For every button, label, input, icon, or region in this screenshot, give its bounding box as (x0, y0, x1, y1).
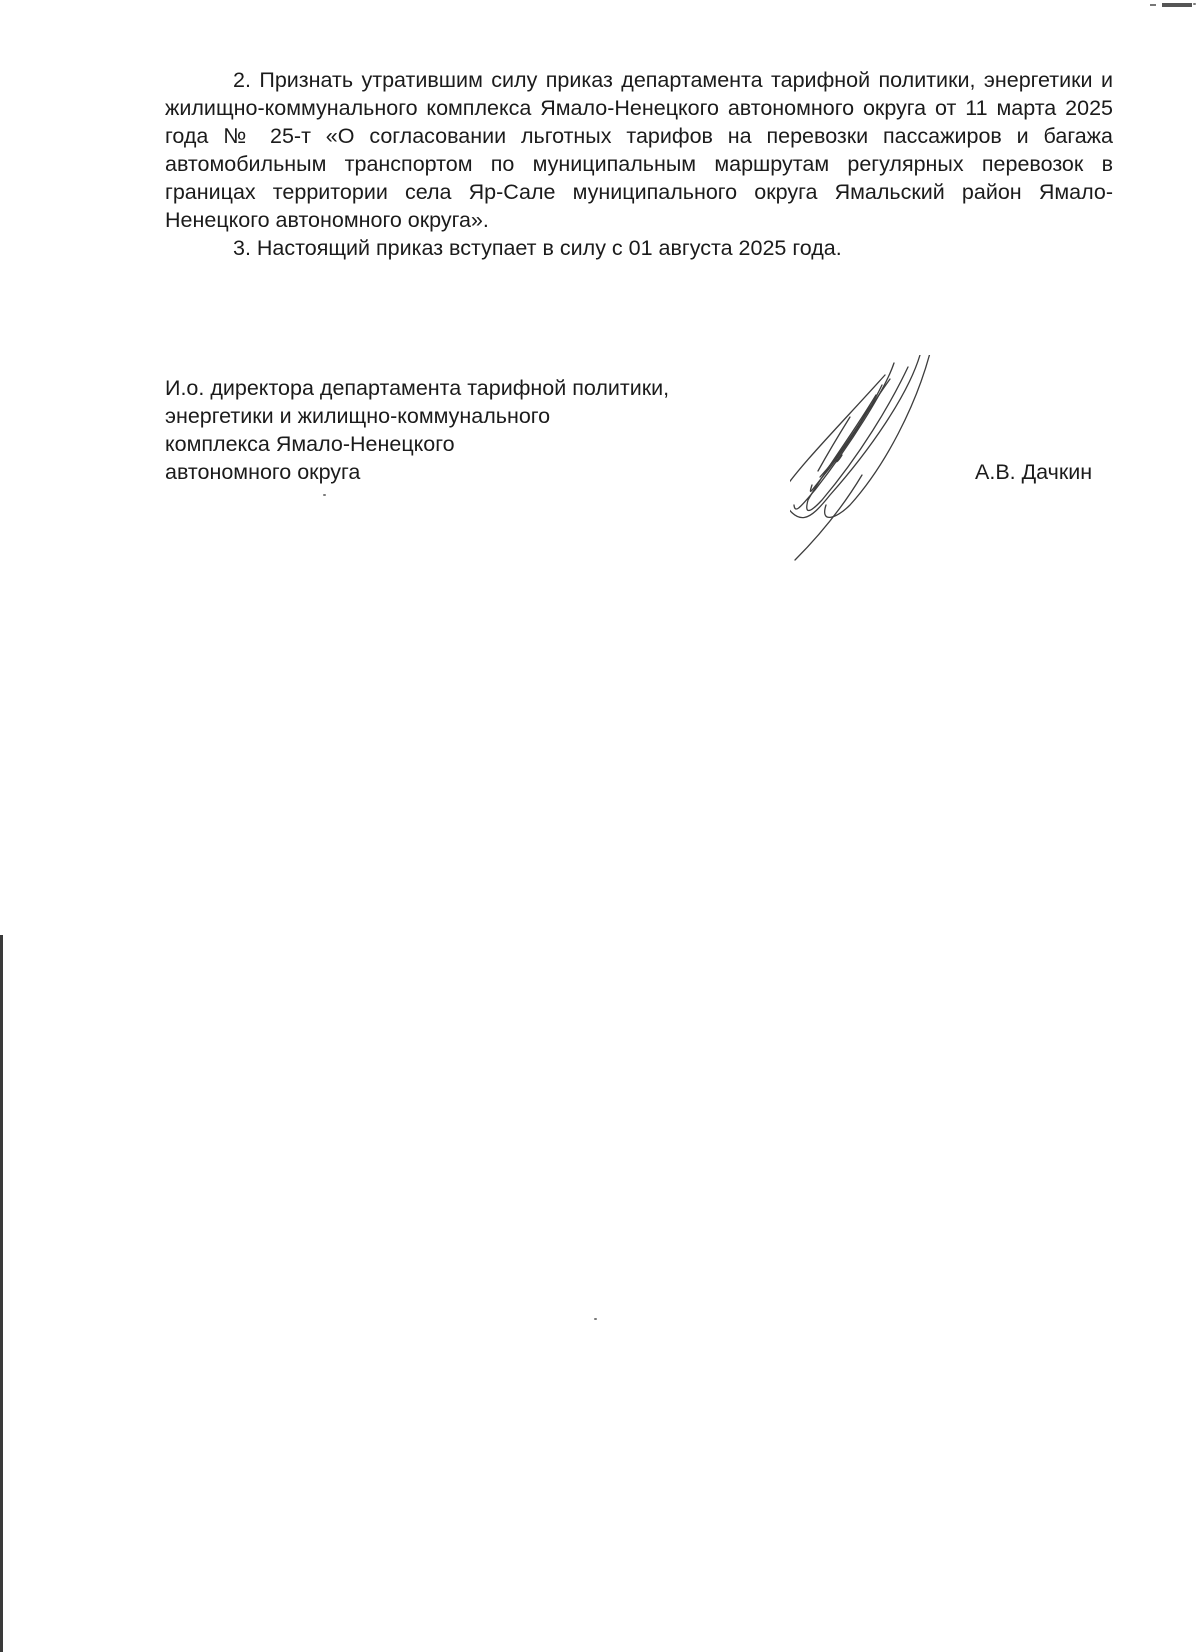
signatory-position (165, 374, 785, 486)
position-line: комплекса Ямало-Ненецкого (165, 432, 455, 456)
scan-artifact-top (1150, 2, 1194, 8)
scan-edge-line (0, 935, 3, 1652)
scan-speck (594, 1318, 597, 1320)
document-body (165, 66, 1113, 262)
position-line: энергетики и жилищно-коммунального (165, 404, 551, 428)
position-line: автономного округа (165, 460, 361, 484)
signer-name: А.В. Дачкин (975, 460, 1093, 484)
paragraph-item-3: 3. Настоящий приказ вступает в силу с 01 августа 2025 года. (233, 236, 842, 260)
scan-speck (1193, 3, 1196, 5)
handwritten-signature (790, 355, 990, 565)
scan-speck (323, 494, 326, 496)
paragraph-item-2: 2. Признать утратившим силу приказ департамента тарифной политики, энергетики и жилищно-коммунального комплекса Ямало-Ненецкого автономного округа от 11 марта 2025 года № 25-т «О согласовании льготных тарифов на перевозки пассажиров и багажа автомобильным транспортом по муниципальным маршрутам регулярных перевозок в границах территории села Яр-Сале муниципального округа Ямальский район Ямало-Ненецкого автономного округа». (165, 68, 1113, 232)
position-line: И.о. директора департамента тарифной политики, (165, 376, 670, 400)
